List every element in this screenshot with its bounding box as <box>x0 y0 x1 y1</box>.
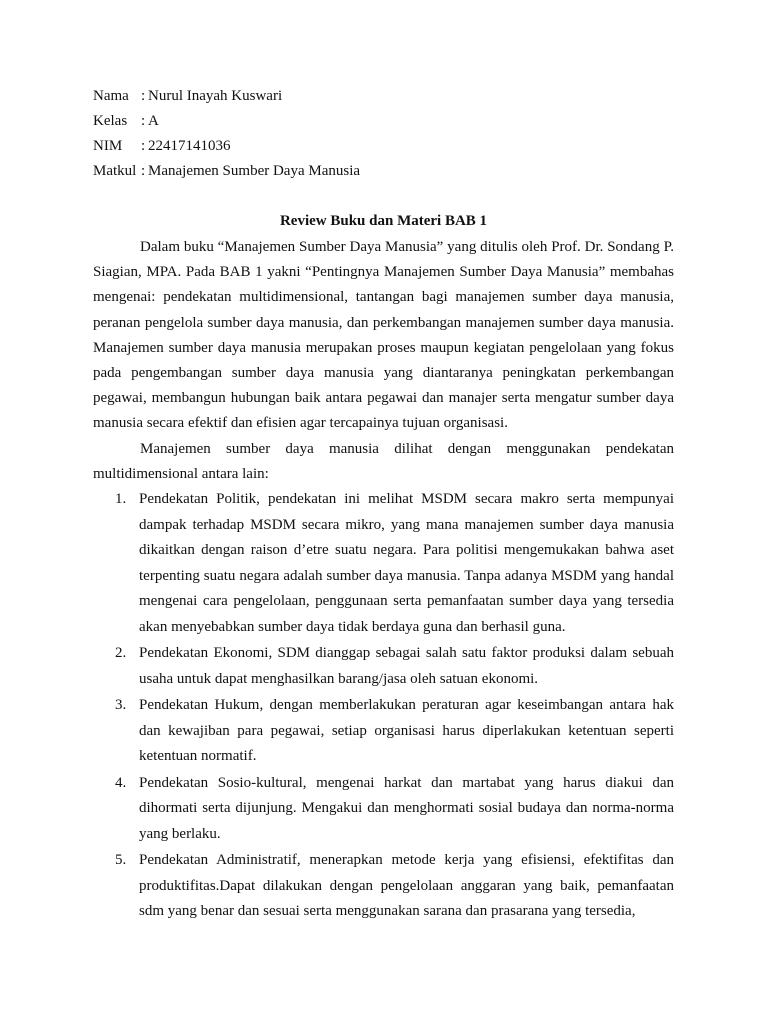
list-item-text: Pendekatan Administratif, menerapkan metode kerja yang efisiensi, efektifitas dan produktifitas.Dapat dilakukan dengan pengelolaan anggaran yang baik, pemanfaatan sdm yang benar dan sesuai serta menggunakan sarana dan prasarana yang tersedia, <box>139 852 674 920</box>
identity-row-kelas <box>93 111 493 136</box>
list-item <box>93 487 674 640</box>
identity-label: Matkul <box>93 163 137 179</box>
list-number: 3. <box>115 697 127 714</box>
document-title: Review Buku dan Materi BAB 1 <box>279 213 488 229</box>
list-number: 4. <box>115 774 127 791</box>
identity-label: Kelas <box>93 113 128 129</box>
identity-value: Manajemen Sumber Daya Manusia <box>148 163 361 179</box>
paragraph-intro: Dalam buku “Manajemen Sumber Daya Manusia” yang ditulis oleh Prof. Dr. Sondang P. Siagian, MPA. Pada BAB 1 yakni “Pentingnya Manajemen Sumber Daya Manusia” membahas mengenai: pendekatan multidimensional, tantangan bagi manajemen sumber daya manusia, peranan pengelola sumber daya manusia, dan perkembangan manajemen sumber daya manusia. Manajemen sumber daya manusia merupakan proses maupun kegiatan pengelolaan yang fokus pada pengembangan sumber daya manusia yang diantaranya peningkatan perkembangan pegawai, membangun hubungan baik antara pegawai dan manajer serta mengatur sumber daya manusia secara efektif dan efisien agar tercapainya tujuan organisasi. <box>93 239 674 432</box>
list-number: 5. <box>115 852 127 869</box>
identity-separator: : <box>141 113 146 129</box>
list-number: 2. <box>115 645 127 662</box>
list-item <box>93 641 674 692</box>
identity-label: Nama <box>93 88 129 104</box>
list-item <box>93 693 674 770</box>
document-body <box>93 210 674 926</box>
list-item <box>93 771 674 848</box>
identity-value: A <box>148 113 159 129</box>
identity-separator: : <box>141 88 146 104</box>
identity-separator: : <box>141 138 146 154</box>
identity-label: NIM <box>93 138 123 154</box>
identity-separator: : <box>141 163 146 179</box>
identity-block <box>93 86 493 186</box>
list-number: 1. <box>115 491 127 508</box>
paragraph-approaches: Manajemen sumber daya manusia dilihat dengan menggunakan pendekatan multidimensional antara lain: <box>93 440 674 482</box>
list-item-text: Pendekatan Hukum, dengan memberlakukan peraturan agar keseimbangan antara hak dan kewajiban para pegawai, setiap organisasi harus diperlakukan ketentuan seperti ketentuan normatif. <box>139 697 674 765</box>
identity-row-matkul <box>93 161 493 186</box>
identity-row-nim <box>93 136 493 161</box>
list-item-text: Pendekatan Sosio-kultural, mengenai harkat dan martabat yang harus diakui dan dihormati serta dijunjung. Mengakui dan menghormati sosial budaya dan norma-norma yang berlaku. <box>139 774 674 842</box>
approach-list <box>93 487 674 925</box>
identity-row-nama <box>93 86 493 111</box>
identity-value: Nurul Inayah Kuswari <box>148 88 283 104</box>
list-item-text: Pendekatan Politik, pendekatan ini melihat MSDM secara makro serta mempunyai dampak terhadap MSDM secara mikro, yang mana manajemen sumber daya manusia dikaitkan dengan raison d’etre suatu negara. Para politisi mengemukakan bahwa aset terpenting suatu negara adalah sumber daya manusia. Tanpa adanya MSDM yang handal mengenai cara pengelolaan, penggunaan serta pemanfaatan sumber daya yang tersedia akan menyebabkan sumber daya tidak berdaya guna dan berhasil guna. <box>139 491 674 635</box>
list-item-text: Pendekatan Ekonomi, SDM dianggap sebagai salah satu faktor produksi dalam sebuah usaha untuk dapat menghasilkan barang/jasa oleh satuan ekonomi. <box>139 645 674 687</box>
identity-value: 22417141036 <box>148 138 231 154</box>
list-item <box>93 848 674 925</box>
